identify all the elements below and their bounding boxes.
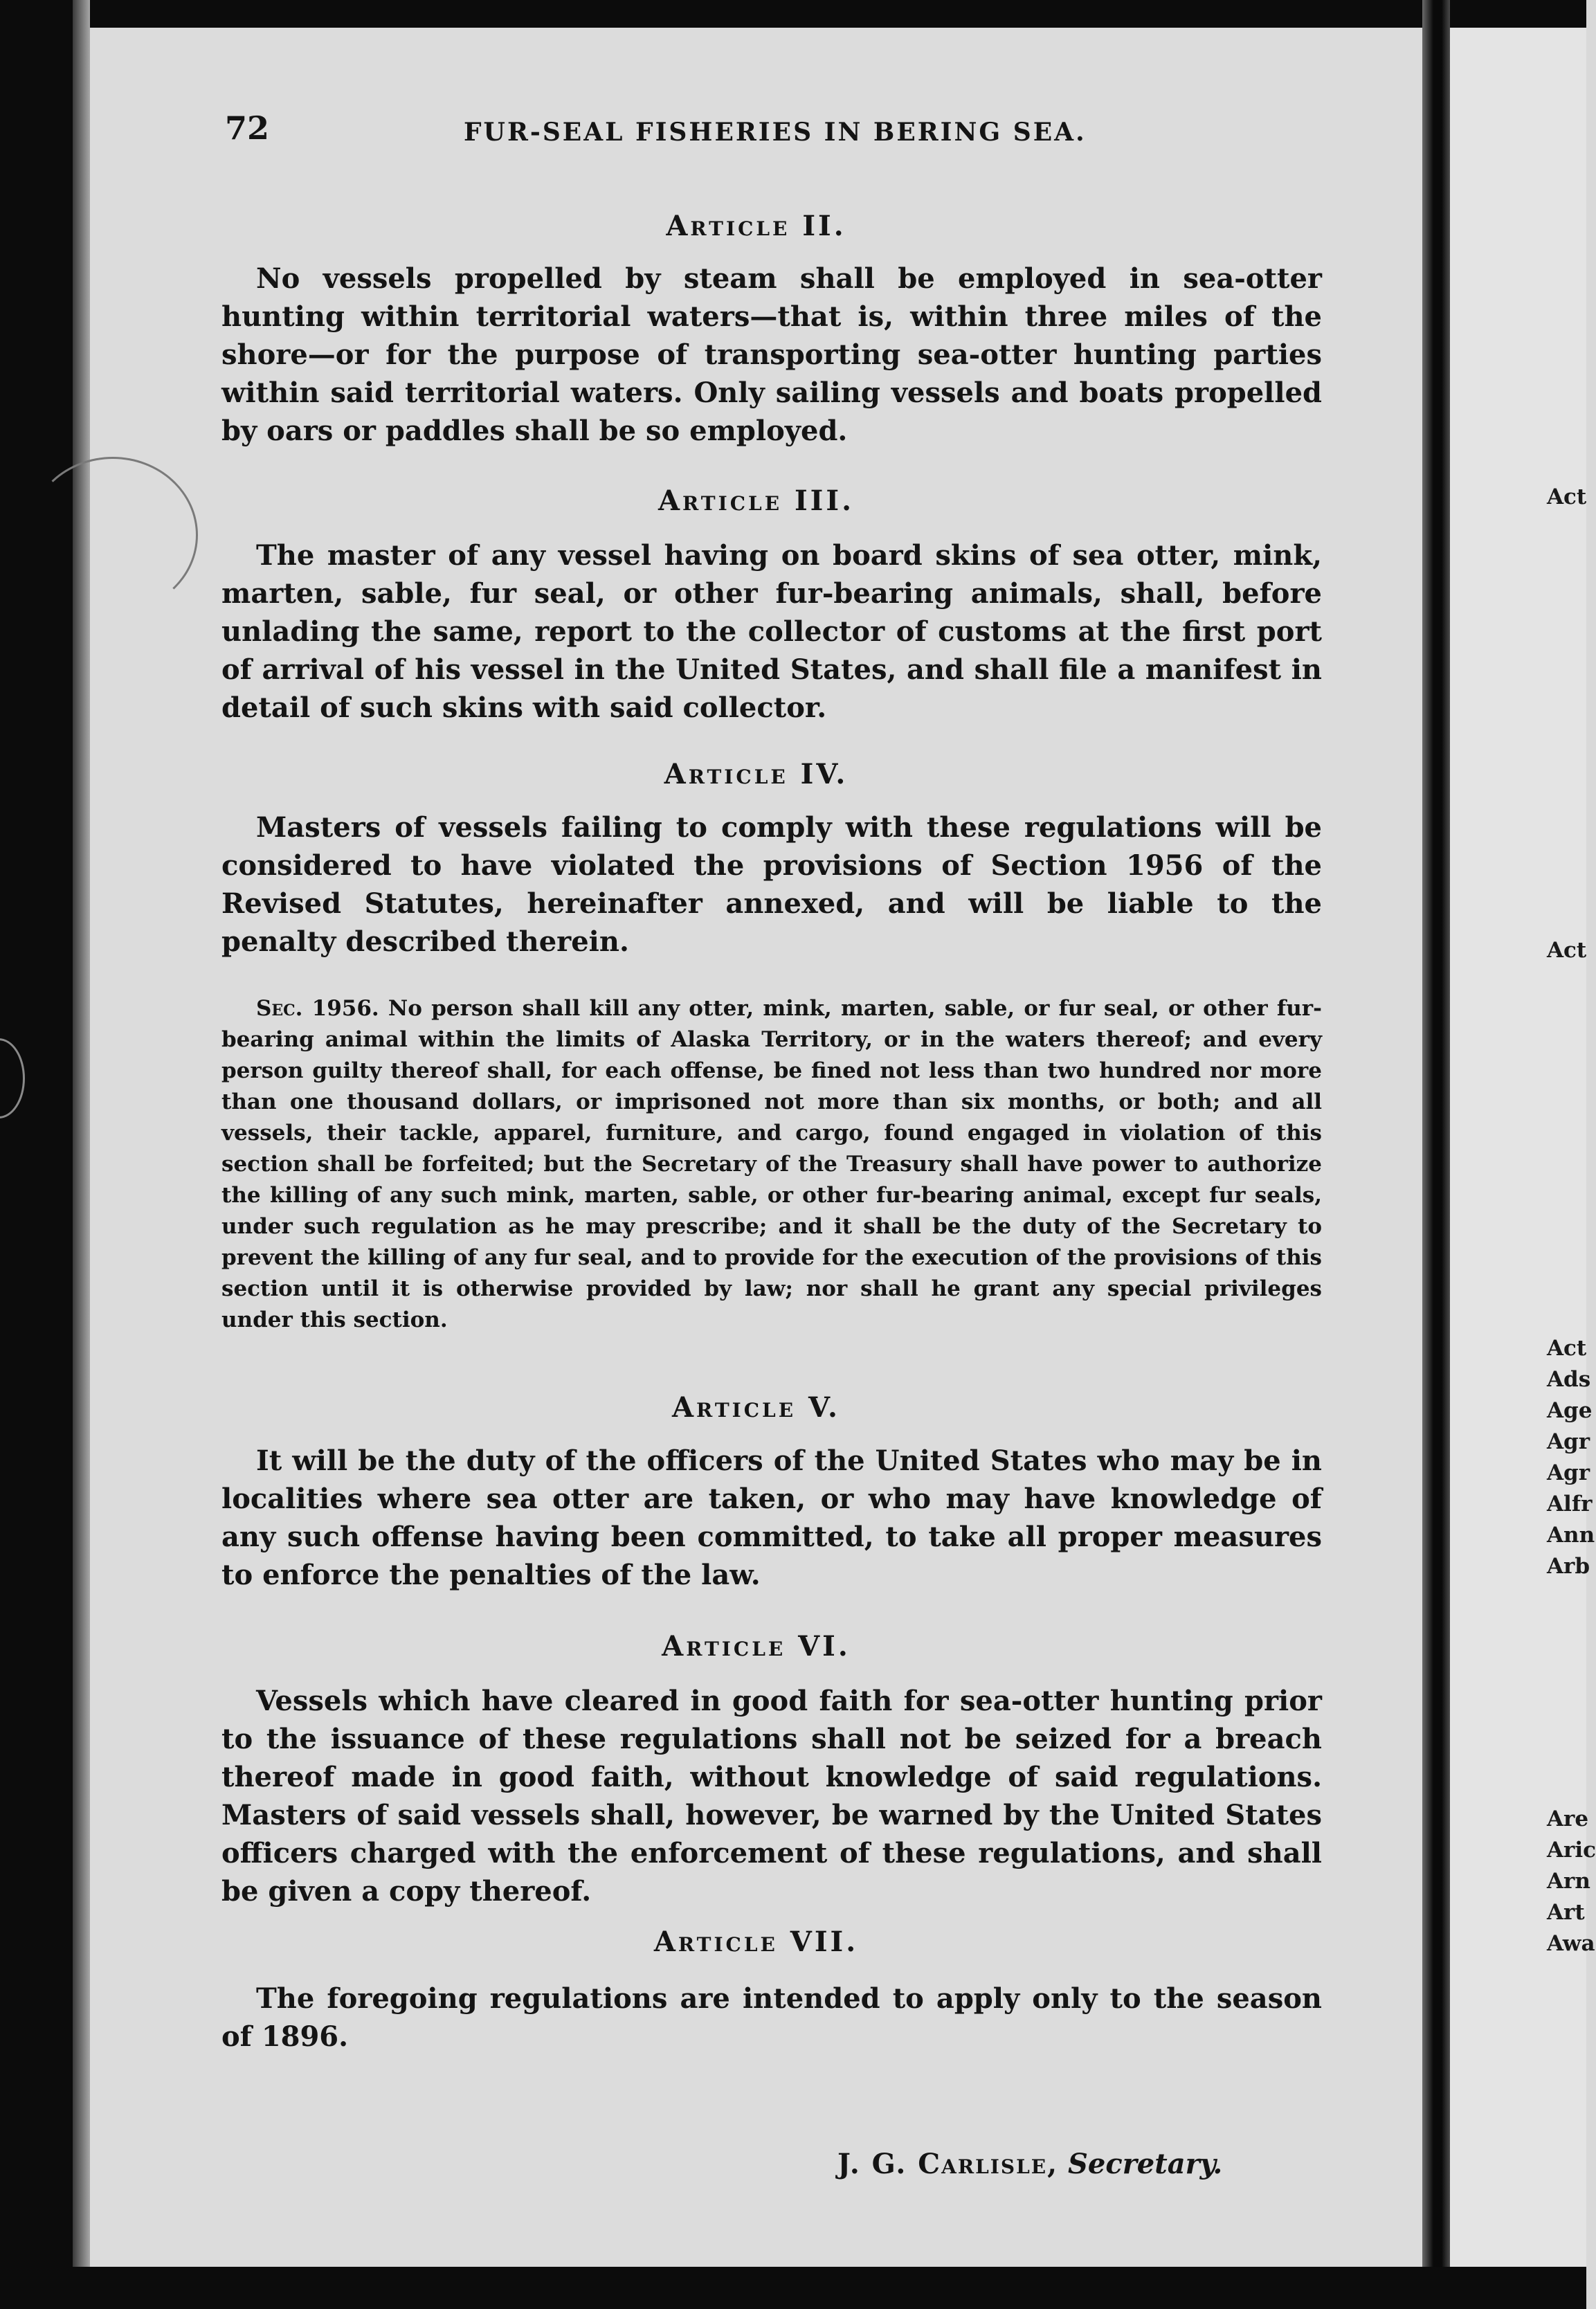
- next-page-fragment: Arn: [1547, 1869, 1590, 1894]
- article-heading: Article II.: [666, 210, 846, 242]
- next-page-edge: [1450, 28, 1596, 2267]
- next-page-fragment: Awa: [1547, 1931, 1595, 1956]
- article-heading: Article III.: [658, 485, 855, 517]
- scan-border-left: [0, 0, 73, 2309]
- signatory-title: Secretary.: [1068, 2148, 1223, 2180]
- pencil-mark: [28, 457, 198, 613]
- next-page-fragment: Act: [1547, 485, 1587, 509]
- running-title: FUR-SEAL FISHERIES IN BERING SEA.: [464, 118, 1087, 147]
- article-text: The master of any vessel having on board skins of sea otter, mink, marten, sable, fur seal, or other fur-bearing animals, shall, before unlading the same, report to the collector of customs at the first port of arrival of his vessel in the United States, and shall file a manifest in detail of such skins with said collector.: [221, 539, 1322, 724]
- next-page-fragment: Agr: [1547, 1429, 1590, 1454]
- article-heading: Article IV.: [664, 758, 849, 790]
- next-page-fragment: Age: [1547, 1398, 1593, 1423]
- statute-text: No person shall kill any otter, mink, marten, sable, or fur seal, or other fur-bearing animal within the limits of Alaska Territory, or in the waters thereof; and every person guilty thereof shall, for each offense, be fined not less than two hundred nor more than one thousand dollars, or imprisoned not more than six months, or both; and all vessels, their tackle, apparel, furniture, and cargo, found engaged in violation of this section shall be forfeited; but the Secretary of the Treasury shall have power to authorize the killing of any such mink, marten, sable, or other fur-bearing animal, except fur seals, under such regulation as he may prescribe; and it shall be the duty of the Secretary to prevent the killing of any fur seal, and to provide for the execution of the provisions of this section until it is otherwise provided by law; nor shall he grant any special privileges under this section.: [221, 996, 1323, 1332]
- scan-border-bottom: [0, 2267, 1586, 2309]
- statute-excerpt: [221, 993, 1322, 1336]
- next-page-fragment: Arb: [1547, 1554, 1590, 1579]
- next-page-fragment: Alfr: [1547, 1492, 1593, 1516]
- next-page-fragment: Art: [1547, 1900, 1585, 1925]
- next-page-fragment: Act: [1547, 1336, 1587, 1361]
- page-number: 72: [225, 109, 270, 147]
- next-page-fragment: Aric: [1547, 1838, 1596, 1863]
- scan-border-top: [0, 0, 1586, 28]
- signature: [837, 2148, 1222, 2180]
- article-heading: Article V.: [672, 1391, 840, 1424]
- next-page-fragment: Act: [1547, 938, 1587, 963]
- next-page-fragment: Ann: [1547, 1523, 1595, 1548]
- article-text: No vessels propelled by steam shall be employed in sea-otter hunting within territorial waters—that is, within three miles of the shore—or for the purpose of transporting sea-otter hunting parties within said territorial waters. Only sailing vessels and boats propelled by oars or paddles shall be so employed.: [221, 262, 1322, 447]
- article-text: It will be the duty of the officers of the United States who may be in localities where sea otter are taken, or who may have knowledge of any such offense having been committed, to take all proper measures to enforce the penalties of the law.: [221, 1445, 1322, 1591]
- scan-border-left-shadow: [73, 0, 90, 2309]
- article-heading: Article VII.: [653, 1926, 859, 1958]
- article-text: Vessels which have cleared in good faith for sea-otter hunting prior to the issuance of these regulations shall not be seized for a breach thereof made in good faith, without knowledge of said regulations. Masters of said vessels shall, however, be warned by the United States officers charged with the enforcement of these regulations, and shall be given a copy thereof.: [221, 1685, 1322, 1908]
- statute-label: Sec. 1956.: [256, 996, 379, 1021]
- next-page-fragment: Ads: [1547, 1367, 1591, 1392]
- signatory-name: J. G. Carlisle,: [837, 2148, 1059, 2180]
- article-text: The foregoing regulations are intended to apply only to the season of 1896.: [221, 1982, 1322, 2053]
- book-gutter: [1422, 0, 1450, 2309]
- article-text: Masters of vessels failing to comply with these regulations will be considered to have violated the provisions of Section 1956 of the Revised Statutes, hereinafter annexed, and will be liable to the penalty described therein.: [221, 811, 1322, 958]
- article-heading: Article VI.: [662, 1630, 851, 1663]
- next-page-fragment: Are: [1547, 1807, 1589, 1831]
- next-page-fragment: Agr: [1547, 1460, 1590, 1485]
